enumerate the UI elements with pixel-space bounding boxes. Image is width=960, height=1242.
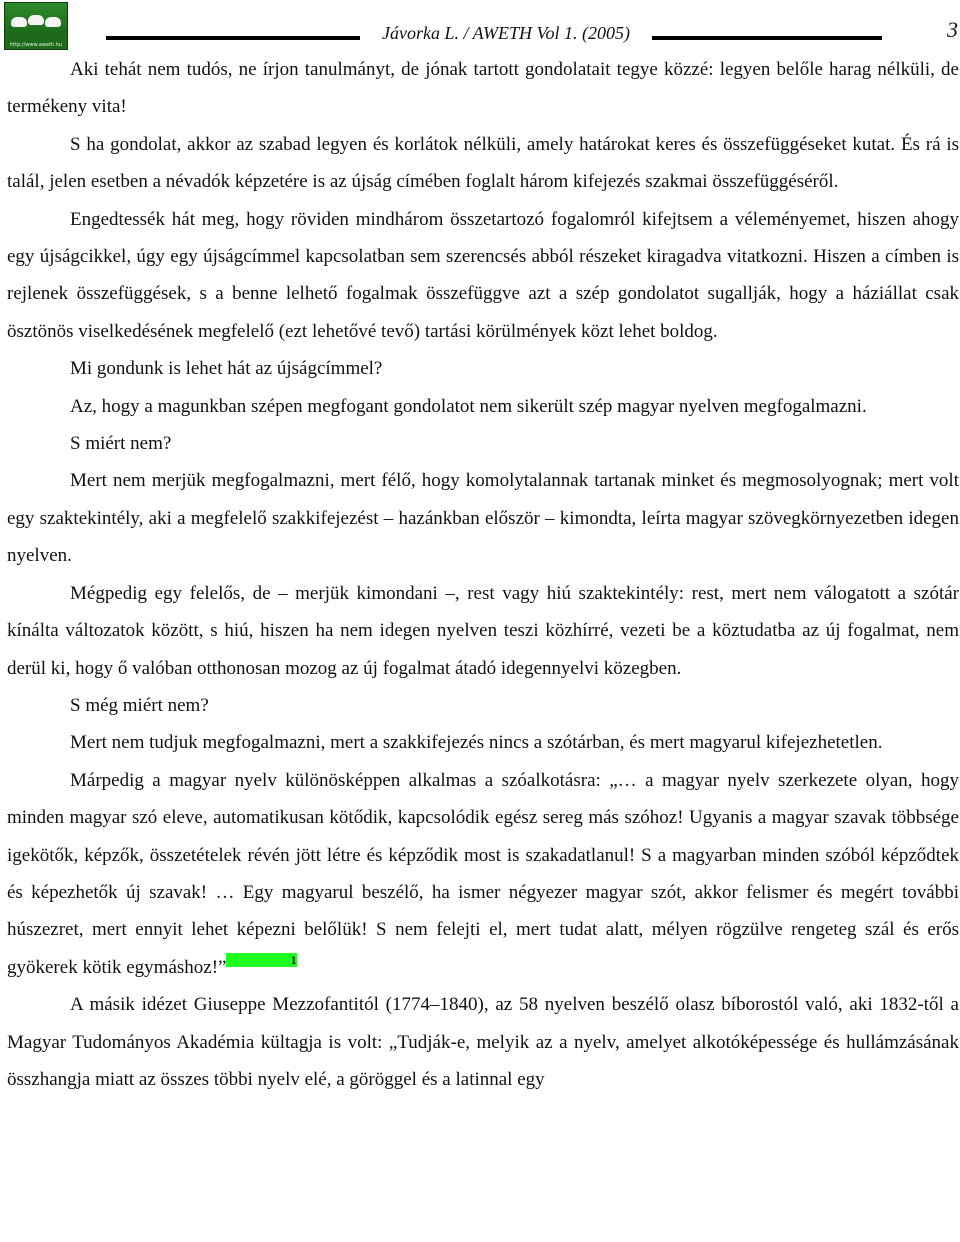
paragraph: Mégpedig egy felelős, de – merjük kimondani –, rest vagy hiú szaktekintély: rest, mert nem válogatott a szótár kínálta változatok között, s hiú, hiszen ha nem idegen nyelven teszi közhírré, vezeti be a köztudatba az új fogalmat, nem derül ki, hogy ő valóban otthonosan mozog az új fogalmat átadó idegennyelvi közegben. bbox=[7, 582, 959, 679]
article-body bbox=[7, 51, 959, 1098]
paragraph: Mi gondunk is lehet hát az újságcímmel? bbox=[70, 358, 383, 380]
logo-animal-icon bbox=[45, 17, 61, 27]
paragraph: Az, hogy a magunkban szépen megfogant gondolatot nem sikerült szép magyar nyelven megfogalmazni. bbox=[70, 395, 867, 417]
paragraph: Engedtessék hát meg, hogy röviden mindhárom összetartozó fogalomról kifejtsem a véleményemet, hiszen ahogy egy újságcikkel, úgy egy újságcímmel kapcsolatban sem szerencsés abból részeket kiragadva vitatkozni. Hiszen a címben is rejlenek összefüggések, s a benne lelhető fogalmak összefüggve azt a szép gondolatot sugallják, hogy a háziállat csak ösztönös viselkedésének megfelelő (ezt lehetővé tevő) tartási körülmények közt lehet boldog. bbox=[7, 208, 959, 342]
logo-animal-icon bbox=[11, 17, 27, 27]
paragraph-with-footnote bbox=[7, 762, 959, 986]
aweth-logo bbox=[4, 2, 68, 50]
paragraph: S ha gondolat, akkor az szabad legyen és korlátok nélküli, amely határokat keres és összefüggéseket kutat. És rá is talál, jelen esetben a névadók képzetére is az újság címében foglalt három kifejezés szakmai összefüggéséről. bbox=[7, 133, 959, 193]
header-rule-right bbox=[652, 36, 882, 40]
page-number: 3 bbox=[947, 17, 958, 42]
paragraph: S miért nem? bbox=[70, 433, 172, 455]
paragraph: Aki tehát nem tudós, ne írjon tanulmányt, de jónak tartott gondolatait tegye közzé: legyen belőle harag nélküli, de termékeny vita! bbox=[7, 59, 959, 118]
journal-reference: Jávorka L. / AWETH Vol 1. (2005) bbox=[382, 23, 630, 43]
paragraph: Mert nem merjük megfogalmazni, mert félő, hogy komolytalannak tartanak minket és megmosolyognak; mert volt egy szaktekintély, aki a megfelelő szakkifejezést – hazánkban először – kimondta, leírta magyar szövegkörnyezetben idegen nyelven. bbox=[7, 470, 959, 567]
logo-url-text: http://www.aweth.hu bbox=[9, 42, 62, 48]
paragraph: Mert nem tudjuk megfogalmazni, mert a szakkifejezés nincs a szótárban, és mert magyarul kifejezhetetlen. bbox=[70, 732, 883, 754]
paragraph: S még miért nem? bbox=[70, 694, 209, 716]
header-rule-left bbox=[106, 36, 360, 40]
paragraph: A másik idézet Giuseppe Mezzofantitól (1774–1840), az 58 nyelven beszélő olasz bíborostól való, aki 1832-től a Magyar Tudományos Akadémia kültagja is volt: „Tudják-e, melyik az a nyelv, amelyet alkotóképessége és hullámzásának összhangja miatt az összes többi nyelv elé, a göröggel és a latinnal egy bbox=[7, 994, 959, 1090]
footnote-marker[interactable]: 1 bbox=[226, 953, 297, 967]
logo-animal-icon bbox=[28, 15, 44, 25]
page-header bbox=[0, 0, 960, 52]
paragraph-text: Márpedig a magyar nyelv különösképpen alkalmas a szóalkotásra: „… a magyar nyelv szerkezete olyan, hogy minden magyar szó eleve, automatikusan kötődik, kapcsolódik egész sereg más szóhoz! Ugyanis a magyar szavak többsége igekötők, képzők, összetételek révén jött létre és képződik most is szakadatlanul! S a magyarban minden szóból képződtek és képezhetők új szavak! … Egy magyarul beszélő, ha ismer négyezer magyar szót, akkor felismer és megért további húszezret, mert ennyit lehet képezni belőlük! S nem felejti el, mert tudat alatt, mélyen rögzülve rengeteg szál és erős gyökerek kötik egymáshoz!” bbox=[7, 769, 959, 978]
